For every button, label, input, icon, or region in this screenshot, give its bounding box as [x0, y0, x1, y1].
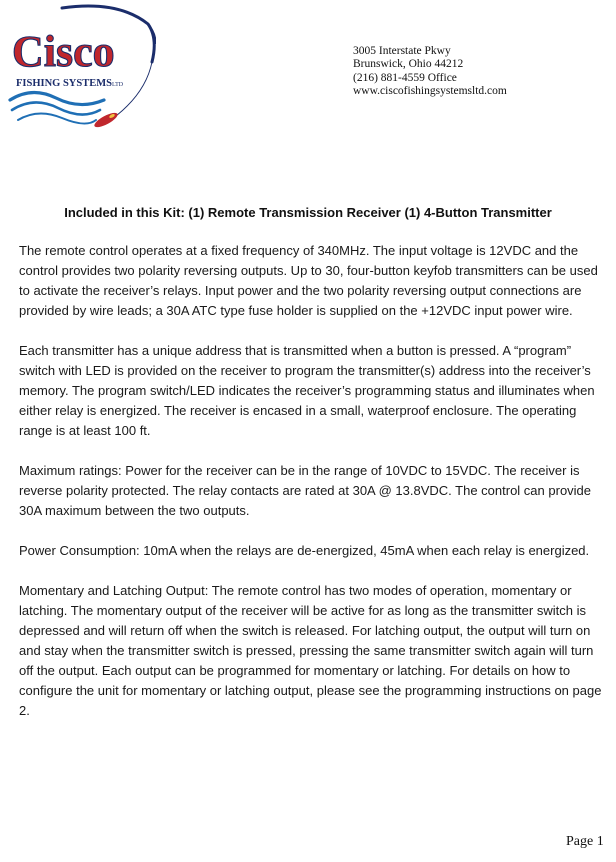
brand-suffix: LTD [112, 82, 124, 88]
cisco-logo [6, 4, 156, 132]
paragraph-overview: The remote control operates at a fixed frequency of 340MHz. The input voltage is 12VDC and the control provides two polarity reversing outputs. Up to 30, four-button keyfob transmitters can be used to activate the receiver’s relays. Input power and the two polarity reversing output connections are provided by wire leads; a 30A ATC type fuse holder is supplied on the +12VDC input power wire. [19, 243, 598, 318]
brand-name: Cisco [12, 27, 115, 76]
address-city: Brunswick, Ohio 44212 [353, 58, 464, 71]
page-number: Page 1 [566, 834, 604, 849]
address-phone: (216) 881-4559 Office [353, 71, 457, 84]
paragraph-transmitter-programming: Each transmitter has a unique address that is transmitted when a button is pressed. A “program” switch with LED is provided on the receiver to program the transmitter(s) address into the receiver’s memory. The program switch/LED indicates the receiver’s programming status and illuminates when either relay is energized. The receiver is encased in a small, waterproof enclosure. The operating range is at least 100 ft. [19, 343, 595, 438]
paragraph-power-consumption: Power Consumption: 10mA when the relays are de-energized, 45mA when each relay is energized. [19, 543, 590, 558]
address-website: www.ciscofishingsystemsltd.com [353, 84, 507, 97]
company-address [353, 45, 507, 98]
paragraph-maximum-ratings: Maximum ratings: Power for the receiver can be in the range of 10VDC to 15VDC. The receiver is reverse polarity protected. The relay contacts are rated at 30A @ 13.8VDC. The control can provide 30A maximum between the two outputs. [19, 463, 592, 518]
fishing-rod-logo-graphic [6, 4, 156, 132]
paragraph-output-modes: Momentary and Latching Output: The remote control has two modes of operation, momentary or latching. The momentary output of the receiver will be active for as long as the transmitter switch is depressed and will return off when the switch is released. For latching output, the output will turn on and stay when the transmitter switch is pressed, pressing the same transmitter switch again will turn off the output. Each output can be programmed for momentary or latching. For details on how to configure the unit for momentary or latching output, please see the programming instructions on page 2. [19, 583, 602, 718]
address-street: 3005 Interstate Pkwy [353, 45, 451, 57]
brand-subtitle: FISHING SYSTEMS [16, 78, 112, 89]
document-body [19, 241, 604, 741]
kit-contents-heading: Included in this Kit: (1) Remote Transmission Receiver (1) 4-Button Transmitter [64, 205, 552, 220]
